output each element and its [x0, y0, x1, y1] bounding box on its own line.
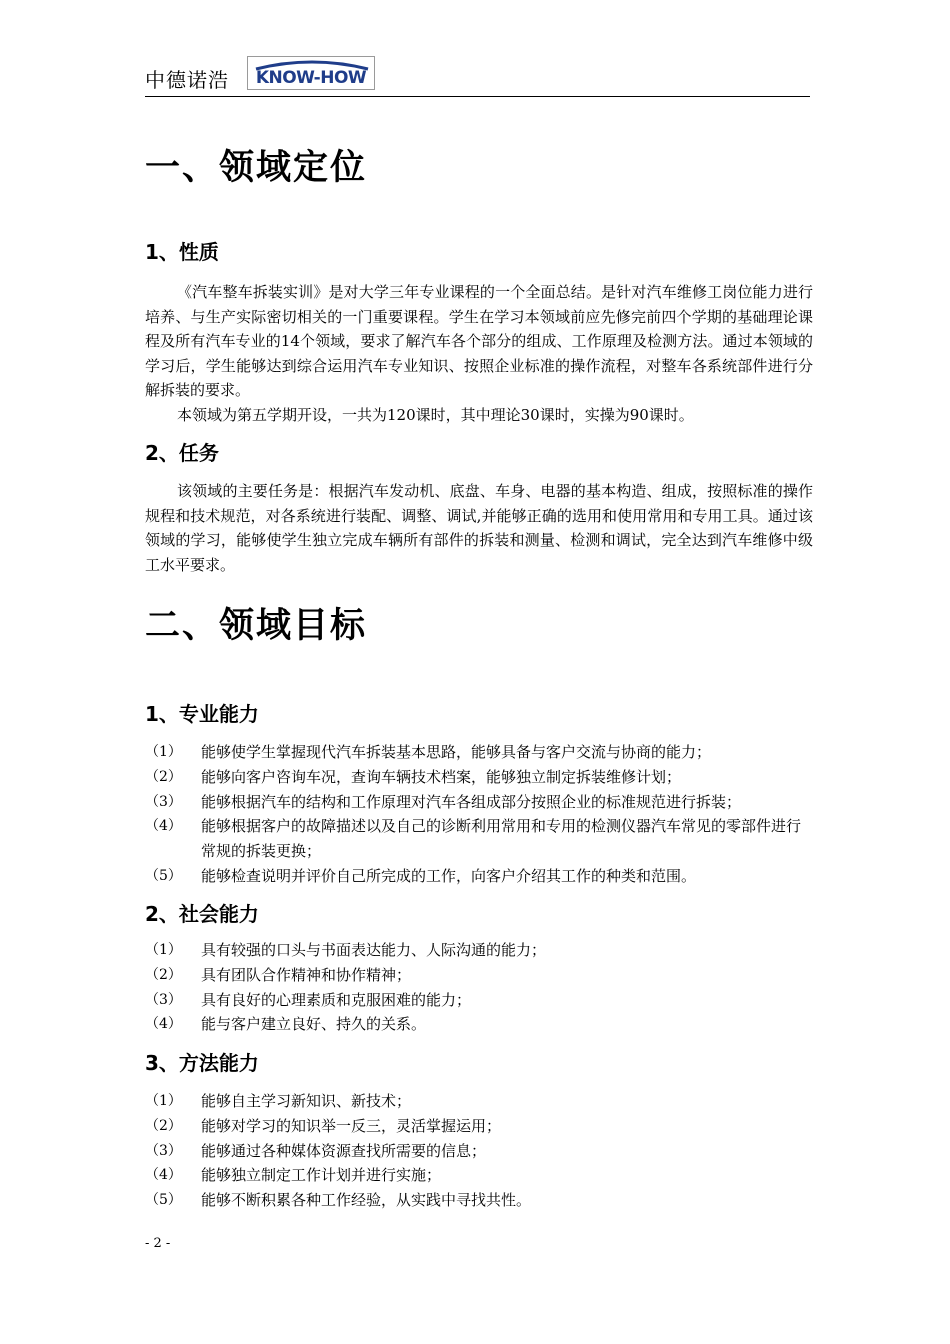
list-item: （3） 能够通过各种媒体资源查找所需要的信息； [145, 1141, 487, 1160]
list-item: （1） 能够自主学习新知识、新技术； [145, 1092, 412, 1110]
list-item: （2） 具有团队合作精神和协作精神； [145, 965, 412, 984]
know-how-logo [247, 56, 375, 90]
section-title-positioning: 一、领域定位 [145, 148, 368, 188]
page-header [145, 52, 810, 97]
list-item: （1） 能够使学生掌握现代汽车拆装基本思路，能够具备与客户交流与协商的能力； [145, 743, 712, 761]
list-item: （5） 能够检查说明并评价自己所完成的工作，向客户介绍其工作的种类和范围。 [145, 866, 697, 885]
heading-task: 2、任务 [145, 441, 219, 465]
logo-text: KNOW-HOW [255, 68, 367, 88]
nature-paragraph-2: 本领域为第五学期开设，一共为120课时，其中理论30课时，实操为90课时。 [177, 406, 694, 424]
professional-list [145, 740, 813, 889]
brand-name: 中德诺浩 [145, 68, 229, 92]
task-paragraph: 该领域的主要任务是：根据汽车发动机、底盘、车身、电器的基本构造、组成，按照标准的操作规程和技术规范，对各系统进行装配、调整、调试,并能够正确的选用和使用常用和专用工具。通过该领域的学习，能够使学生独立完成车辆所有部件的拆装和测量、检测和调试，完全达到汽车维修中级工水平要求。 [145, 482, 813, 574]
section-title-goals: 二、领域目标 [145, 606, 368, 646]
list-item: （4） 能够根据客户的故障描述以及自己的诊断利用常用和专用的检测仪器汽车常见的零部件进行常规的拆装更换； [145, 817, 802, 861]
list-item: （4） 能与客户建立良好、持久的关系。 [145, 1015, 427, 1034]
method-list [145, 1089, 813, 1213]
heading-method: 3、方法能力 [145, 1051, 259, 1075]
heading-social: 2、社会能力 [145, 902, 259, 926]
list-item: （4） 能够独立制定工作计划并进行实施； [145, 1166, 442, 1185]
list-item: （3） 具有良好的心理素质和克服困难的能力； [145, 990, 472, 1009]
list-item: （3） 能够根据汽车的结构和工作原理对汽车各组成部分按照企业的标准规范进行拆装； [145, 792, 742, 811]
heading-nature: 1、性质 [145, 240, 219, 264]
list-item: （2） 能够向客户咨询车况，查询车辆技术档案，能够独立制定拆装维修计划； [145, 767, 682, 786]
list-item: （2） 能够对学习的知识举一反三，灵活掌握运用； [145, 1116, 502, 1135]
page-number: - 2 - [145, 1236, 171, 1251]
nature-paragraph-1: 《汽车整车拆装实训》是对大学三年专业课程的一个全面总结。是针对汽车维修工岗位能力进行培养、与生产实际密切相关的一门重要课程。学生在学习本领域前应先修完前四个学期的基础理论课程及所有汽车专业的14个领域，要求了解汽车各个部分的组成、工作原理及检测方法。通过本领域的学习后，学生能够达到综合运用汽车专业知识、按照企业标准的操作流程，对整车各系统部件进行分解拆装的要求。 [145, 283, 813, 400]
heading-professional: 1、专业能力 [145, 702, 259, 726]
social-list [145, 938, 813, 1037]
list-item: （1） 具有较强的口头与书面表达能力、人际沟通的能力； [145, 941, 547, 959]
list-item: （5） 能够不断积累各种工作经验，从实践中寻找共性。 [145, 1191, 532, 1210]
